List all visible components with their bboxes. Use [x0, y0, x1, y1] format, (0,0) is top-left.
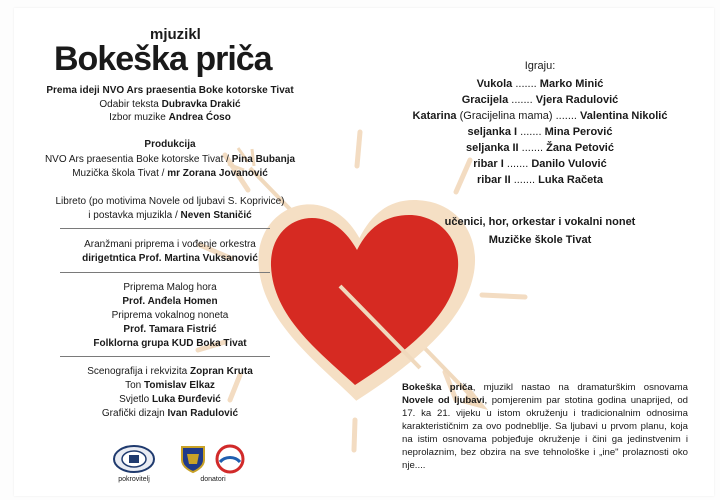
light-name: Luka Đurđević	[151, 394, 221, 405]
actor-name: Žana Petović	[546, 142, 614, 154]
description-work: Novele od ljubavi	[402, 395, 485, 406]
cast-row	[380, 172, 700, 188]
light-label: Svjetlo	[119, 394, 150, 405]
music-by-label: Izbor muzike	[109, 112, 166, 123]
idea-line: Prema ideji NVO Ars praesentia Boke kotorske Tivat	[46, 85, 294, 96]
sound-line	[30, 379, 310, 392]
design-line	[30, 407, 310, 420]
role-name: ribar I	[473, 158, 504, 170]
production-line-2	[30, 167, 310, 180]
divider	[60, 228, 270, 229]
role-note: (Gracijelina mama)	[456, 110, 556, 122]
cast-row	[380, 140, 700, 156]
description-title: Bokeška priča	[402, 382, 473, 393]
production-person-1: Pina Bubanja	[231, 154, 296, 165]
donor-emblem-icon	[215, 444, 245, 474]
libretto-line-2	[30, 209, 310, 222]
sound-name: Tomislav Elkaz	[143, 380, 215, 391]
cast-row	[380, 108, 700, 124]
cast-row	[380, 92, 700, 108]
scenography-name: Zopran Kruta	[190, 366, 253, 377]
description-text-1: , mjuzikl nastao na dramaturškim osnovama	[472, 382, 689, 393]
choir-line-3: Priprema vokalnog noneta	[111, 310, 229, 321]
cast-list	[380, 76, 700, 188]
actor-name: Marko Minić	[539, 78, 604, 90]
production-line-1	[30, 153, 310, 166]
subtitle: mjuzikl	[150, 26, 201, 43]
role-name: seljanka I	[467, 126, 518, 138]
divider	[60, 272, 270, 273]
arrangements-line-2: dirigetntica Prof. Martina Vuksanović	[82, 253, 258, 264]
description-text-2: , pomjerenim par stotina godina unaprijed, od 17. ka 21. vijeku u istom okruženju i tradicionalnim odnosima karakterističnim za ovo podnebllje. Sa ljubavi u prvom planu, koja na istim osnovama pobjeđuje okruženje i čini ga jedinstvenim i neprolaznim, bez obzira na sve tehnološke i „ine" prolaznosti oko nje....	[402, 395, 688, 471]
choir-line-4: Prof. Tamara Fistrić	[123, 324, 217, 335]
actor-name: Valentina Nikolić	[580, 110, 668, 122]
choir-line-2: Prof. Anđela Homen	[122, 296, 218, 307]
choir-line-1: Priprema Malog hora	[123, 282, 217, 293]
music-by-line	[30, 111, 310, 124]
libretto-line-1: Libreto (po motivima Novele od ljubavi S. Koprivice)	[55, 196, 285, 207]
arrangements-line-1: Aranžmani priprema i vođenje orkestra	[84, 239, 256, 250]
text-by-label: Odabir teksta	[99, 99, 159, 110]
role-name: ribar II	[477, 174, 511, 186]
sound-label: Ton	[125, 380, 142, 391]
patron-logo-icon	[112, 444, 156, 474]
scenography-label: Scenografija i rekvizita	[87, 366, 188, 377]
libretto-label: i postavka mjuzikla /	[88, 210, 181, 221]
light-line	[30, 393, 310, 406]
role-name: Gracijela	[461, 94, 509, 106]
donors-label: donatori	[200, 476, 226, 483]
libretto-name: Neven Staničić	[180, 210, 252, 221]
scenography-line	[30, 365, 310, 378]
dot-leader: .......	[518, 142, 547, 154]
dot-leader: .......	[503, 158, 532, 170]
role-name: Vukola	[476, 78, 513, 90]
design-label: Grafički dizajn	[101, 408, 165, 419]
actor-name: Mina Perović	[544, 126, 613, 138]
text-by-line	[30, 98, 310, 111]
dot-leader: .......	[512, 78, 540, 90]
role-name: seljanka II	[466, 142, 519, 154]
page-title: Bokeška priča	[54, 40, 272, 78]
description-paragraph	[402, 381, 688, 472]
production-person-2: mr Zorana Jovanović	[167, 168, 268, 179]
cast-row	[380, 124, 700, 140]
ensemble-line-1: učenici, hor, orkestar i vokalni nonet	[444, 216, 636, 228]
actor-name: Vjera Radulović	[535, 94, 619, 106]
dot-leader: .......	[555, 110, 581, 122]
design-name: Ivan Radulović	[167, 408, 239, 419]
cast-row	[380, 76, 700, 92]
donor-crest-icon	[179, 444, 207, 474]
cast-heading: Igraju:	[524, 60, 556, 72]
dot-leader: .......	[517, 126, 545, 138]
actor-name: Luka Račeta	[538, 174, 603, 186]
divider	[60, 356, 270, 357]
production-school: Muzička škola Tivat /	[72, 168, 168, 179]
dot-leader: .......	[508, 94, 536, 106]
patron-label: pokrovitelj	[118, 476, 150, 483]
dot-leader: .......	[510, 174, 539, 186]
text-by-name: Dubravka Drakić	[161, 99, 241, 110]
cast-row	[380, 156, 700, 172]
actor-name: Danilo Vulović	[531, 158, 607, 170]
production-heading: Produkcija	[144, 139, 196, 150]
ensemble-line-2: Muzičke škole Tivat	[488, 234, 592, 246]
choir-line-5: Folklorna grupa KUD Boka Tivat	[93, 338, 247, 349]
role-name: Katarina	[412, 110, 457, 122]
music-by-name: Andrea Ćoso	[168, 112, 231, 123]
production-org: NVO Ars praesentia Boke kotorske Tivat /	[44, 154, 232, 165]
